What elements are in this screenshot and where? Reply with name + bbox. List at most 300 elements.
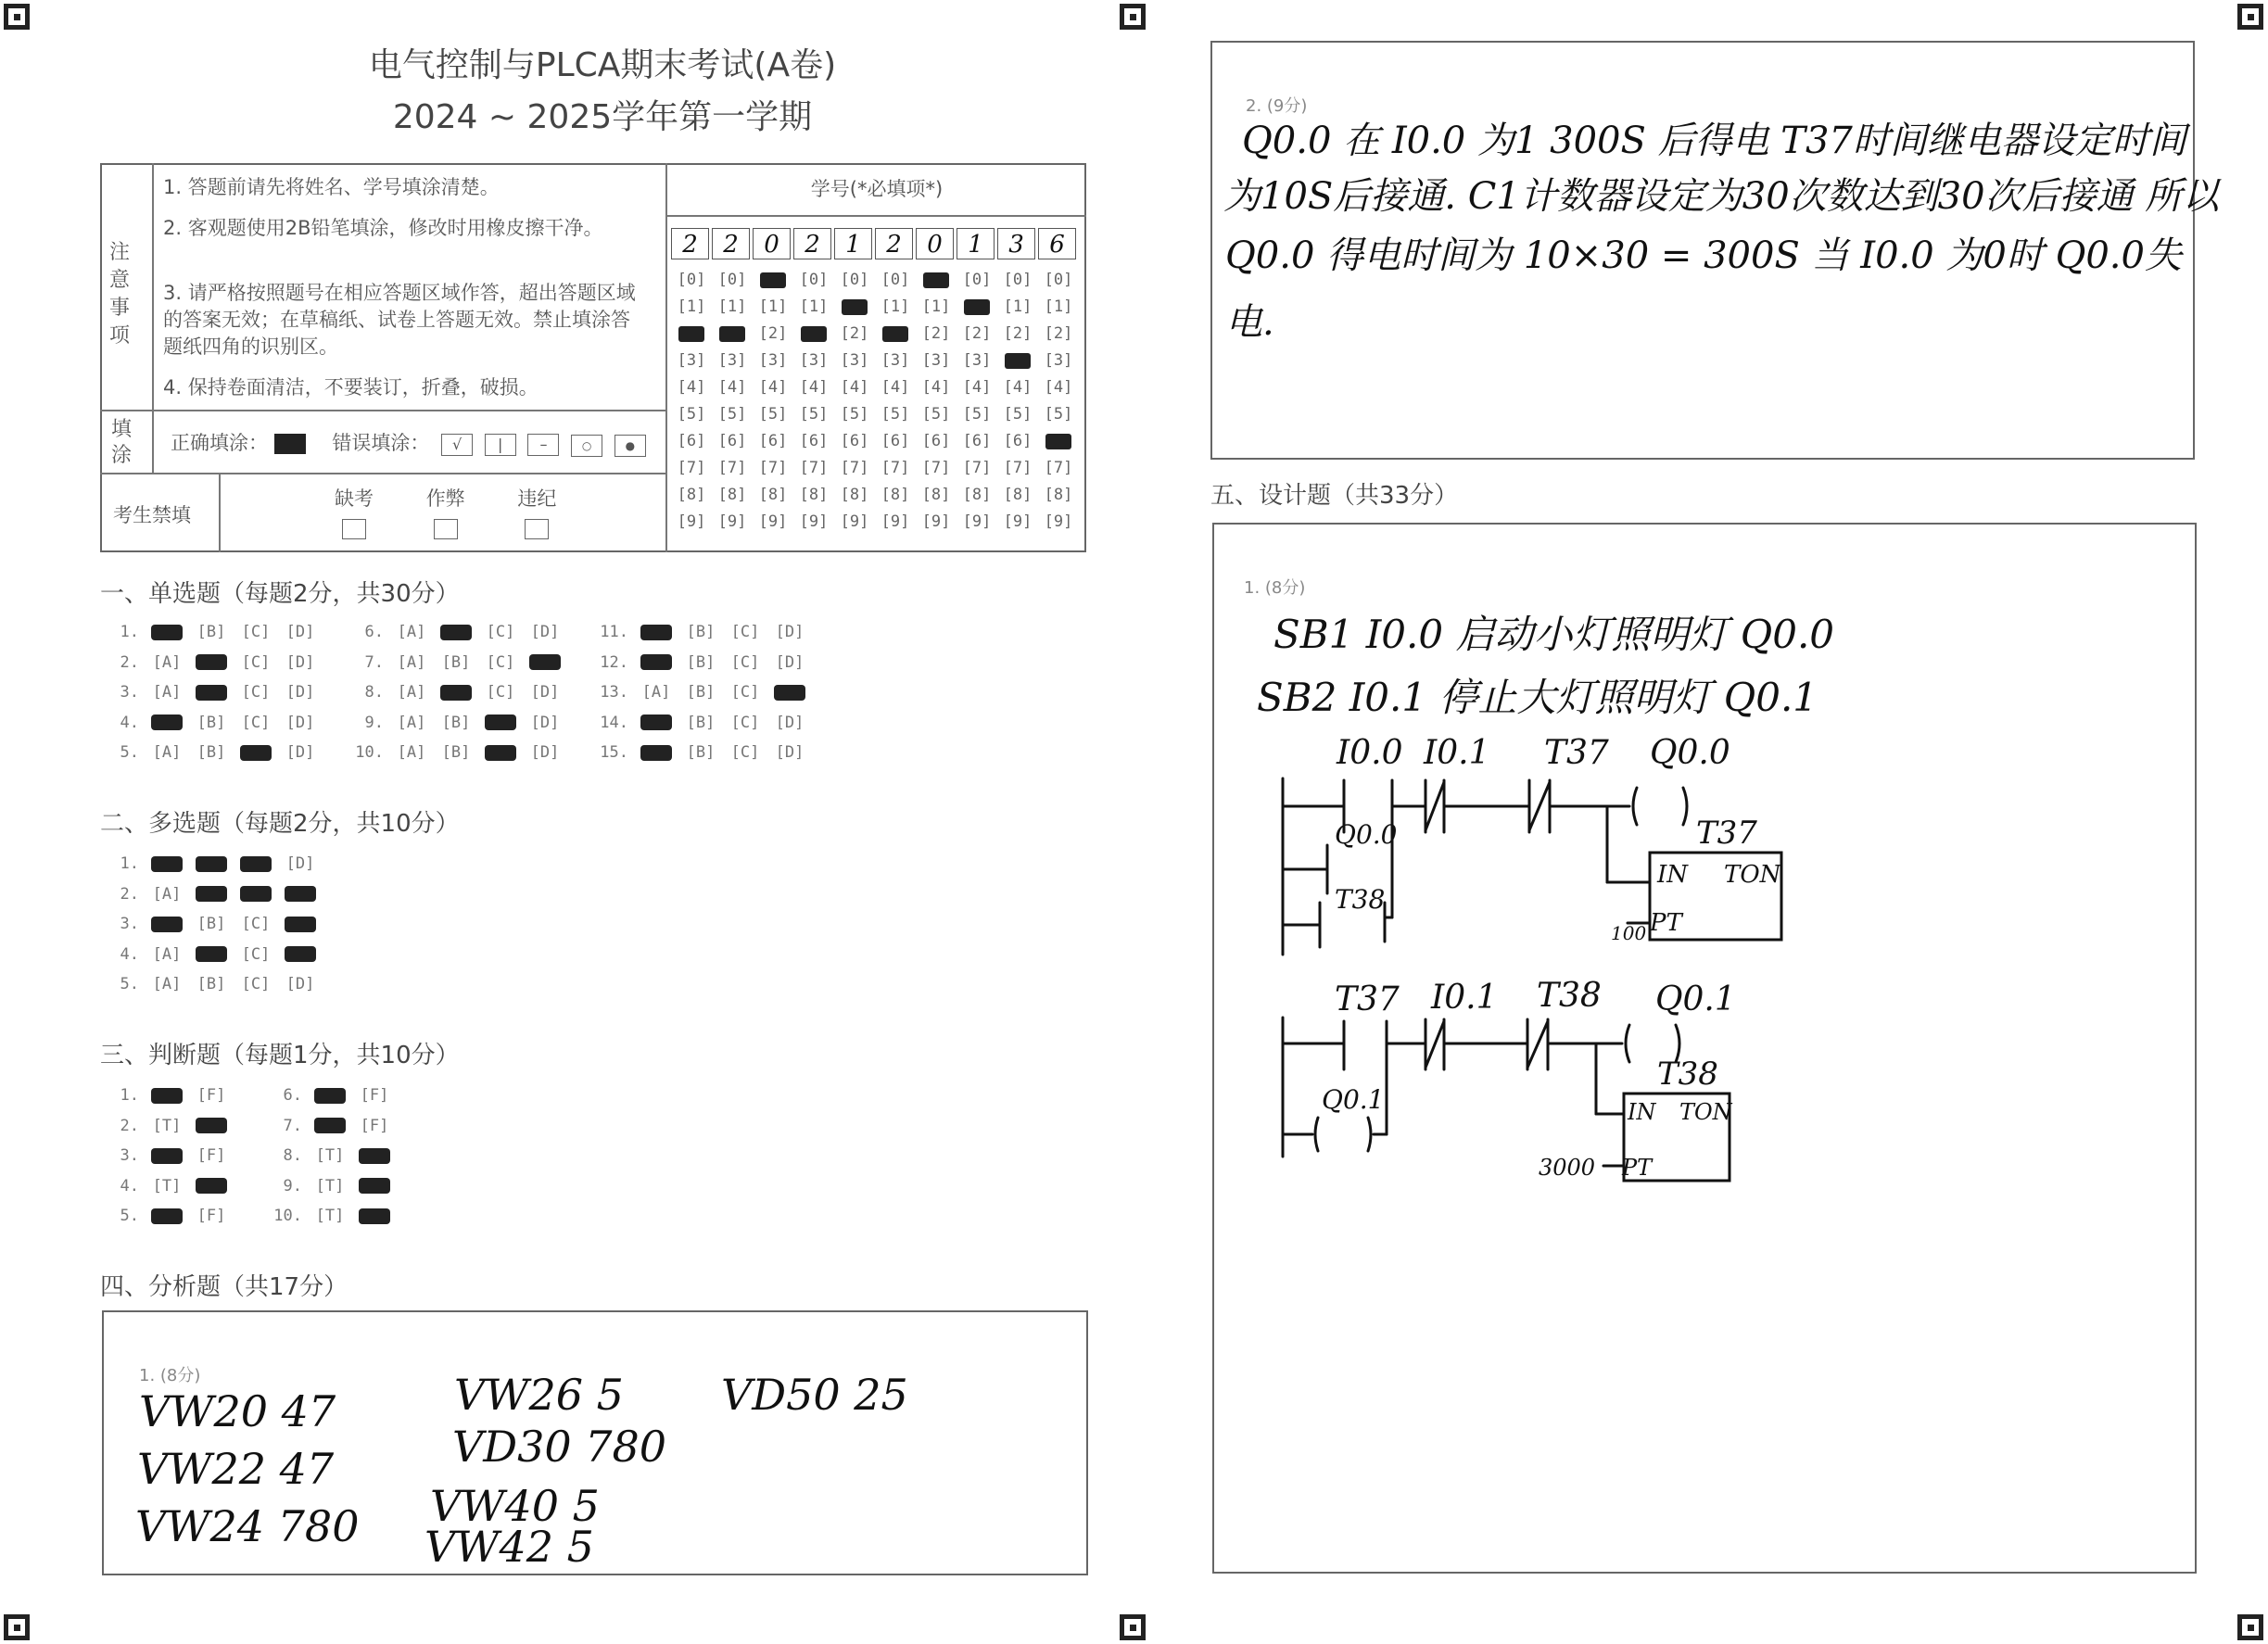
multi-question-number: 1. [120, 854, 139, 873]
sid-bubble[interactable] [916, 271, 957, 289]
single-option[interactable]: [C] [730, 623, 760, 641]
judge-option-filled[interactable] [151, 1088, 183, 1104]
analysis-q2-line-4: 电. [1225, 301, 1274, 344]
single-option[interactable]: [B] [441, 713, 471, 732]
single-question-row [348, 653, 567, 672]
sid-bubble[interactable]: [9] [677, 512, 706, 531]
sid-bubble[interactable]: [5] [840, 405, 869, 424]
judge-question-row [104, 1177, 234, 1195]
sid-bubble[interactable]: [3] [962, 351, 992, 370]
sid-bubble[interactable]: [9] [1044, 512, 1073, 531]
multi-option-filled[interactable] [285, 917, 316, 932]
single-option[interactable]: [D] [285, 743, 315, 762]
single-question-row [104, 683, 323, 702]
section-judge-title: 三、判断题（每题1分，共10分） [100, 1042, 460, 1069]
sid-bubble[interactable]: [3] [1044, 351, 1073, 370]
note-3: 3. 请严格按照题号在相应答题区域作答，超出答题区域的答案无效；在草稿纸、试卷上答题无效。禁止填涂答题纸四角的识别区。 [163, 282, 636, 358]
single-question-row [104, 714, 323, 732]
sid-bubble[interactable]: [2] [1044, 324, 1073, 343]
sid-bubble[interactable]: [6] [758, 432, 788, 450]
sid-bubble[interactable]: [5] [799, 405, 829, 424]
single-option-filled[interactable] [529, 654, 561, 670]
single-option[interactable]: [C] [241, 713, 271, 732]
multi-option-filled[interactable] [196, 946, 227, 962]
judge-option[interactable]: [T] [315, 1176, 345, 1195]
judge-option-filled[interactable] [314, 1118, 346, 1133]
single-option-filled[interactable] [485, 715, 516, 730]
single-question-row [348, 743, 567, 762]
sid-bubble[interactable]: [9] [921, 512, 951, 531]
sid-bubble-filled [719, 326, 745, 342]
sid-bubble[interactable]: [4] [962, 378, 992, 397]
sid-bubble[interactable]: [7] [921, 459, 951, 477]
single-option-filled[interactable] [440, 685, 472, 701]
sid-bubble[interactable]: [1] [921, 297, 951, 316]
sid-bubble[interactable] [671, 324, 712, 343]
exam-term: 2024 ~ 2025学年第一学期 [392, 98, 813, 136]
sid-bubble[interactable]: [0] [881, 271, 910, 289]
sid-bubble[interactable]: [6] [881, 432, 910, 450]
single-option[interactable]: [D] [775, 623, 805, 641]
judge-option-filled[interactable] [359, 1178, 390, 1194]
sid-digit: 2 [875, 228, 913, 259]
sid-bubble[interactable]: [8] [799, 486, 829, 504]
single-option-filled[interactable] [640, 715, 672, 730]
fill-correct-label: 正确填涂： [171, 432, 268, 454]
single-option[interactable]: [D] [775, 713, 805, 732]
sid-bubble[interactable] [712, 324, 753, 343]
single-option[interactable]: [B] [686, 713, 716, 732]
ladder-timer1-in: IN [1657, 861, 1689, 889]
judge-question-number: 8. [283, 1146, 302, 1165]
sid-bubble[interactable]: [2] [840, 324, 869, 343]
single-option-filled[interactable] [640, 654, 672, 670]
single-option[interactable]: [A] [152, 652, 182, 672]
judge-option[interactable]: [F] [360, 1116, 389, 1135]
single-option[interactable]: [D] [530, 683, 560, 702]
single-option-filled[interactable] [640, 745, 672, 761]
design-io-line-2: SB2 I0.1 停止大灯照明灯 Q0.1 [1257, 675, 1818, 720]
sid-bubble[interactable]: [0] [799, 271, 829, 289]
ladder-timer2-preset: 3000 [1539, 1155, 1596, 1181]
sid-bubble[interactable] [834, 297, 875, 316]
single-option[interactable]: [A] [641, 683, 671, 702]
sid-bubble[interactable]: [3] [758, 351, 788, 370]
section-analysis-title: 四、分析题（共17分） [100, 1273, 348, 1301]
judge-option[interactable]: [F] [196, 1146, 226, 1165]
fill-label: 填涂 [111, 418, 133, 467]
sid-bubble-filled [678, 326, 704, 342]
judge-question-row [267, 1146, 397, 1165]
sid-bubble[interactable]: [1] [1044, 297, 1073, 316]
sid-bubble-filled [842, 299, 868, 315]
analysis-answer-5: VD30 780 [452, 1422, 667, 1472]
single-option[interactable]: [C] [486, 623, 515, 641]
ladder-r1-c3: T37 [1544, 734, 1609, 772]
single-option[interactable]: [C] [486, 652, 515, 672]
sid-bubble-row [671, 351, 1079, 378]
judge-option[interactable]: [T] [315, 1207, 345, 1225]
single-option[interactable]: [A] [152, 683, 182, 702]
single-option[interactable]: [C] [486, 683, 515, 702]
sid-bubble[interactable]: [4] [1003, 378, 1033, 397]
sid-bubble[interactable]: [3] [881, 351, 910, 370]
sid-bubble[interactable]: [4] [1044, 378, 1073, 397]
single-option-filled[interactable] [485, 745, 516, 761]
judge-option-filled[interactable] [151, 1148, 183, 1164]
corner-marker-br [2237, 1614, 2263, 1640]
sid-bubble[interactable]: [0] [1044, 271, 1073, 289]
sid-bubble[interactable]: [5] [921, 405, 951, 424]
judge-option-filled[interactable] [314, 1088, 346, 1104]
sid-bubble[interactable]: [8] [962, 486, 992, 504]
sid-bubble[interactable]: [9] [717, 512, 747, 531]
sid-bubble[interactable]: [0] [840, 271, 869, 289]
single-question-number: 8. [364, 683, 384, 702]
sid-bubble[interactable]: [9] [799, 512, 829, 531]
single-option[interactable]: [C] [730, 683, 760, 702]
single-option[interactable]: [B] [196, 623, 226, 641]
ladder-r2-coil: Q0.1 [1655, 980, 1736, 1018]
multi-option[interactable]: [D] [285, 854, 315, 873]
sid-bubble[interactable]: [4] [758, 378, 788, 397]
single-option-filled[interactable] [440, 625, 472, 640]
sid-bubble[interactable]: [5] [758, 405, 788, 424]
sid-bubble[interactable]: [9] [1003, 512, 1033, 531]
multi-option-filled[interactable] [240, 856, 272, 872]
sid-bubble-filled [801, 326, 827, 342]
sid-bubble[interactable]: [6] [717, 432, 747, 450]
single-question-number: 9. [364, 713, 384, 732]
sid-bubble[interactable]: [0] [1003, 271, 1033, 289]
multi-option[interactable]: [A] [152, 975, 182, 993]
judge-option[interactable]: [F] [360, 1086, 389, 1105]
corner-marker-bl [4, 1614, 30, 1640]
single-option[interactable]: [A] [152, 743, 182, 762]
single-option[interactable]: [D] [775, 743, 805, 762]
sid-bubble[interactable]: [2] [758, 324, 788, 343]
sid-bubble[interactable]: [7] [677, 459, 706, 477]
single-option[interactable]: [C] [241, 652, 271, 672]
multi-option[interactable]: [C] [241, 975, 271, 993]
sid-bubble[interactable]: [5] [1003, 405, 1033, 424]
single-question-row [593, 683, 812, 702]
sid-bubble[interactable]: [3] [677, 351, 706, 370]
analysis-q2-line-3: Q0.0 得电时间为 10×30 = 300S 当 I0.0 为0时 Q0.0失 [1225, 234, 2182, 277]
single-option[interactable]: [A] [397, 623, 426, 641]
single-option[interactable]: [C] [241, 623, 271, 641]
multi-option[interactable]: [A] [152, 884, 182, 904]
note-1: 1. 答题前请先将姓名、学号填涂清楚。 [163, 176, 500, 198]
judge-option-filled[interactable] [196, 1178, 227, 1194]
judge-option[interactable]: [T] [152, 1116, 182, 1135]
sid-bubble[interactable]: [8] [758, 486, 788, 504]
corner-marker-tm [1120, 4, 1146, 30]
sid-digit: 2 [712, 228, 750, 259]
single-option-filled[interactable] [151, 625, 183, 640]
single-option-filled[interactable] [240, 745, 272, 761]
ladder-r1-coil: Q0.0 [1650, 734, 1730, 772]
sid-bubble[interactable]: [5] [717, 405, 747, 424]
ladder-r2-c3: T38 [1537, 977, 1602, 1015]
sid-bubble[interactable]: [5] [881, 405, 910, 424]
judge-question-number: 3. [120, 1146, 139, 1165]
sid-bubble[interactable]: [7] [1003, 459, 1033, 477]
multi-option[interactable]: [B] [196, 915, 226, 933]
sid-bubble[interactable]: [8] [717, 486, 747, 504]
sid-bubble[interactable]: [6] [677, 432, 706, 450]
sid-bubble[interactable]: [3] [840, 351, 869, 370]
multi-option[interactable]: [A] [152, 944, 182, 964]
single-option[interactable]: [D] [530, 713, 560, 732]
sid-bubble[interactable]: [7] [840, 459, 869, 477]
multi-option-filled[interactable] [196, 886, 227, 902]
judge-option-filled[interactable] [359, 1208, 390, 1224]
single-option[interactable]: [B] [686, 743, 716, 762]
sid-bubble[interactable]: [4] [717, 378, 747, 397]
sid-bubble[interactable]: [2] [962, 324, 992, 343]
sid-bubble[interactable]: [4] [677, 378, 706, 397]
student-id-label: 学号(*必填项*) [810, 178, 944, 200]
single-option[interactable]: [A] [397, 683, 426, 702]
sid-bubble[interactable]: [8] [1044, 486, 1073, 504]
single-option[interactable]: [A] [397, 713, 426, 732]
judge-option-filled[interactable] [196, 1118, 227, 1133]
restrict-absent-label: 缺考 [335, 487, 374, 510]
single-option[interactable]: [B] [686, 623, 716, 641]
sid-bubble[interactable] [793, 324, 834, 343]
ladder-timer1-preset: 100 [1611, 922, 1647, 944]
restrict-cheat-checkbox[interactable] [434, 519, 458, 539]
sid-digit: 2 [793, 228, 831, 259]
ladder-r1-branch-1: Q0.0 [1335, 819, 1398, 850]
sid-bubble[interactable]: [8] [1003, 486, 1033, 504]
single-question-row [348, 623, 567, 641]
multi-option[interactable]: [C] [241, 915, 271, 933]
single-option[interactable]: [B] [441, 652, 471, 672]
sid-bubble[interactable]: [6] [840, 432, 869, 450]
sid-bubble[interactable]: [5] [1044, 405, 1073, 424]
single-option[interactable]: [D] [530, 623, 560, 641]
single-question-row [593, 653, 812, 672]
sid-bubble[interactable] [997, 351, 1038, 370]
single-option[interactable]: [C] [730, 713, 760, 732]
judge-question-row [104, 1086, 234, 1105]
single-option[interactable]: [D] [285, 713, 315, 732]
sid-bubble-row [671, 378, 1079, 405]
single-question-number: 12. [600, 652, 628, 672]
sid-bubble[interactable] [753, 271, 793, 289]
section-multi-title: 二、多选题（每题2分，共10分） [100, 810, 460, 838]
sid-bubble[interactable]: [4] [921, 378, 951, 397]
sid-bubble[interactable]: [3] [799, 351, 829, 370]
sid-digit: 3 [997, 228, 1035, 259]
analysis-q2-label: 2. (9分) [1246, 96, 1308, 116]
single-option-filled[interactable] [196, 685, 227, 701]
sid-bubble[interactable]: [9] [758, 512, 788, 531]
judge-question-number: 10. [273, 1207, 302, 1225]
single-option[interactable]: [B] [686, 683, 716, 702]
restrict-violation-checkbox[interactable] [525, 519, 549, 539]
sid-bubble[interactable]: [6] [962, 432, 992, 450]
sid-bubble[interactable]: [6] [921, 432, 951, 450]
sid-bubble[interactable]: [1] [881, 297, 910, 316]
sid-bubble[interactable]: [1] [677, 297, 706, 316]
multi-option[interactable]: [B] [196, 975, 226, 993]
sid-bubble-filled [760, 272, 786, 288]
wrong-mark-1: √ [441, 434, 473, 456]
sid-digit: 1 [957, 228, 995, 259]
sid-bubble[interactable]: [1] [717, 297, 747, 316]
design-io-line-1: SB1 I0.0 启动小灯照明灯 Q0.0 [1273, 612, 1835, 657]
sid-bubble[interactable]: [2] [1003, 324, 1033, 343]
single-option-filled[interactable] [151, 715, 183, 730]
judge-option[interactable]: [T] [315, 1146, 345, 1165]
ladder-timer1-pt: PT [1650, 909, 1682, 937]
analysis-q2-line-1: Q0.0 在 I0.0 为1 300S 后得电 T37时间继电器设定时间 [1242, 120, 2186, 162]
sid-bubble-row [671, 512, 1079, 539]
judge-option[interactable]: [F] [196, 1207, 226, 1225]
multi-option[interactable]: [D] [285, 975, 315, 993]
analysis-answer-2: VW22 47 [137, 1444, 335, 1494]
sid-bubble[interactable]: [9] [840, 512, 869, 531]
sid-bubble[interactable] [1038, 432, 1079, 450]
single-question-row [593, 714, 812, 732]
judge-question-row [104, 1146, 234, 1165]
sid-bubble[interactable]: [5] [677, 405, 706, 424]
single-option[interactable]: [B] [196, 713, 226, 732]
sid-bubble-row [671, 271, 1079, 297]
ladder-r1-c2: I0.1 [1424, 734, 1490, 772]
sid-bubble[interactable] [957, 297, 997, 316]
sid-bubble-filled [1005, 353, 1031, 369]
restrict-absent-checkbox[interactable] [342, 519, 366, 539]
sid-bubble[interactable]: [4] [881, 378, 910, 397]
fill-correct-sample [274, 434, 306, 454]
sid-bubble[interactable]: [7] [758, 459, 788, 477]
sid-bubble[interactable]: [8] [677, 486, 706, 504]
multi-question-row [104, 885, 323, 904]
single-option[interactable]: [C] [730, 652, 760, 672]
sid-bubble[interactable]: [7] [881, 459, 910, 477]
judge-option-filled[interactable] [359, 1148, 390, 1164]
ladder-timer2-type: TON [1679, 1099, 1732, 1125]
multi-option-filled[interactable] [240, 886, 272, 902]
sid-bubble[interactable]: [0] [962, 271, 992, 289]
judge-question-number: 7. [283, 1116, 302, 1135]
sid-bubble[interactable]: [8] [840, 486, 869, 504]
corner-marker-bm [1120, 1614, 1146, 1640]
single-question-number: 1. [120, 623, 139, 641]
ladder-r2-branch-1: Q0.1 [1322, 1084, 1385, 1115]
sid-bubble[interactable]: [6] [1003, 432, 1033, 450]
restrict-violation-label: 违纪 [517, 487, 557, 510]
sid-bubble-row [671, 459, 1079, 486]
sid-bubble[interactable] [875, 324, 916, 343]
sid-bubble[interactable]: [3] [717, 351, 747, 370]
ladder-timer2-in: IN [1628, 1099, 1656, 1125]
single-option[interactable]: [D] [775, 652, 805, 672]
single-option[interactable]: [D] [285, 652, 315, 672]
multi-option-filled[interactable] [285, 886, 316, 902]
multi-option[interactable]: [C] [241, 944, 271, 964]
sid-bubble[interactable]: [5] [962, 405, 992, 424]
sid-bubble[interactable]: [1] [758, 297, 788, 316]
ladder-timer2-pt: PT [1622, 1155, 1653, 1181]
judge-option-filled[interactable] [151, 1208, 183, 1224]
sid-digit: 2 [671, 228, 709, 259]
single-question-number: 6. [364, 623, 384, 641]
ladder-timer1-name: T37 [1696, 815, 1757, 852]
judge-question-number: 9. [283, 1176, 302, 1195]
single-option[interactable]: [A] [397, 743, 426, 762]
single-option[interactable]: [D] [285, 623, 315, 641]
sid-bubble[interactable]: [7] [717, 459, 747, 477]
sid-bubble[interactable]: [4] [840, 378, 869, 397]
single-option-filled[interactable] [196, 654, 227, 670]
single-option[interactable]: [C] [241, 683, 271, 702]
single-option[interactable]: [B] [196, 743, 226, 762]
multi-option-filled[interactable] [196, 856, 227, 872]
single-question-number: 3. [120, 683, 139, 702]
sid-bubble[interactable]: [6] [799, 432, 829, 450]
corner-marker-tl [4, 4, 30, 30]
judge-question-number: 5. [120, 1207, 139, 1225]
single-option[interactable]: [B] [686, 652, 716, 672]
sid-bubble[interactable]: [1] [1003, 297, 1033, 316]
sid-bubble[interactable]: [7] [1044, 459, 1073, 477]
sid-digit: 1 [834, 228, 872, 259]
sid-bubble[interactable]: [3] [921, 351, 951, 370]
sid-bubble[interactable]: [4] [799, 378, 829, 397]
sid-bubble[interactable]: [8] [921, 486, 951, 504]
single-option[interactable]: [D] [285, 683, 315, 702]
single-option-filled[interactable] [774, 685, 805, 701]
section-single-title: 一、单选题（每题2分，共30分） [100, 580, 460, 608]
sid-bubble[interactable]: [7] [799, 459, 829, 477]
restrict-cheat-label: 作弊 [425, 487, 465, 510]
single-option-filled[interactable] [640, 625, 672, 640]
analysis-q2-line-2: 为10S后接通. C1计数器设定为30次数达到30次后接通 所以 [1223, 175, 2220, 218]
multi-option-filled[interactable] [151, 856, 183, 872]
student-id-bubble-grid [671, 271, 1079, 539]
judge-question-row [104, 1117, 234, 1135]
multi-question-number: 5. [120, 975, 139, 993]
sid-bubble-row [671, 324, 1079, 351]
single-option[interactable]: [B] [441, 743, 471, 762]
sid-bubble[interactable]: [2] [921, 324, 951, 343]
corner-marker-tr [2237, 4, 2263, 30]
judge-question-row [267, 1177, 397, 1195]
single-option[interactable]: [C] [730, 743, 760, 762]
sid-bubble[interactable]: [7] [962, 459, 992, 477]
single-option[interactable]: [A] [397, 652, 426, 672]
judge-option[interactable]: [T] [152, 1176, 182, 1195]
multi-option-filled[interactable] [151, 917, 183, 932]
sid-bubble[interactable]: [8] [881, 486, 910, 504]
sid-bubble[interactable]: [9] [962, 512, 992, 531]
sid-bubble[interactable]: [0] [717, 271, 747, 289]
single-question-number: 13. [600, 683, 628, 702]
sid-bubble[interactable]: [1] [799, 297, 829, 316]
single-option[interactable]: [D] [530, 743, 560, 762]
judge-option[interactable]: [F] [196, 1086, 226, 1105]
multi-option-filled[interactable] [285, 946, 316, 962]
exam-title: 电气控制与PLCA期末考试(A卷) [368, 46, 837, 84]
ladder-r2-c2: I0.1 [1431, 979, 1498, 1017]
sid-bubble[interactable]: [9] [881, 512, 910, 531]
sid-bubble[interactable]: [0] [677, 271, 706, 289]
